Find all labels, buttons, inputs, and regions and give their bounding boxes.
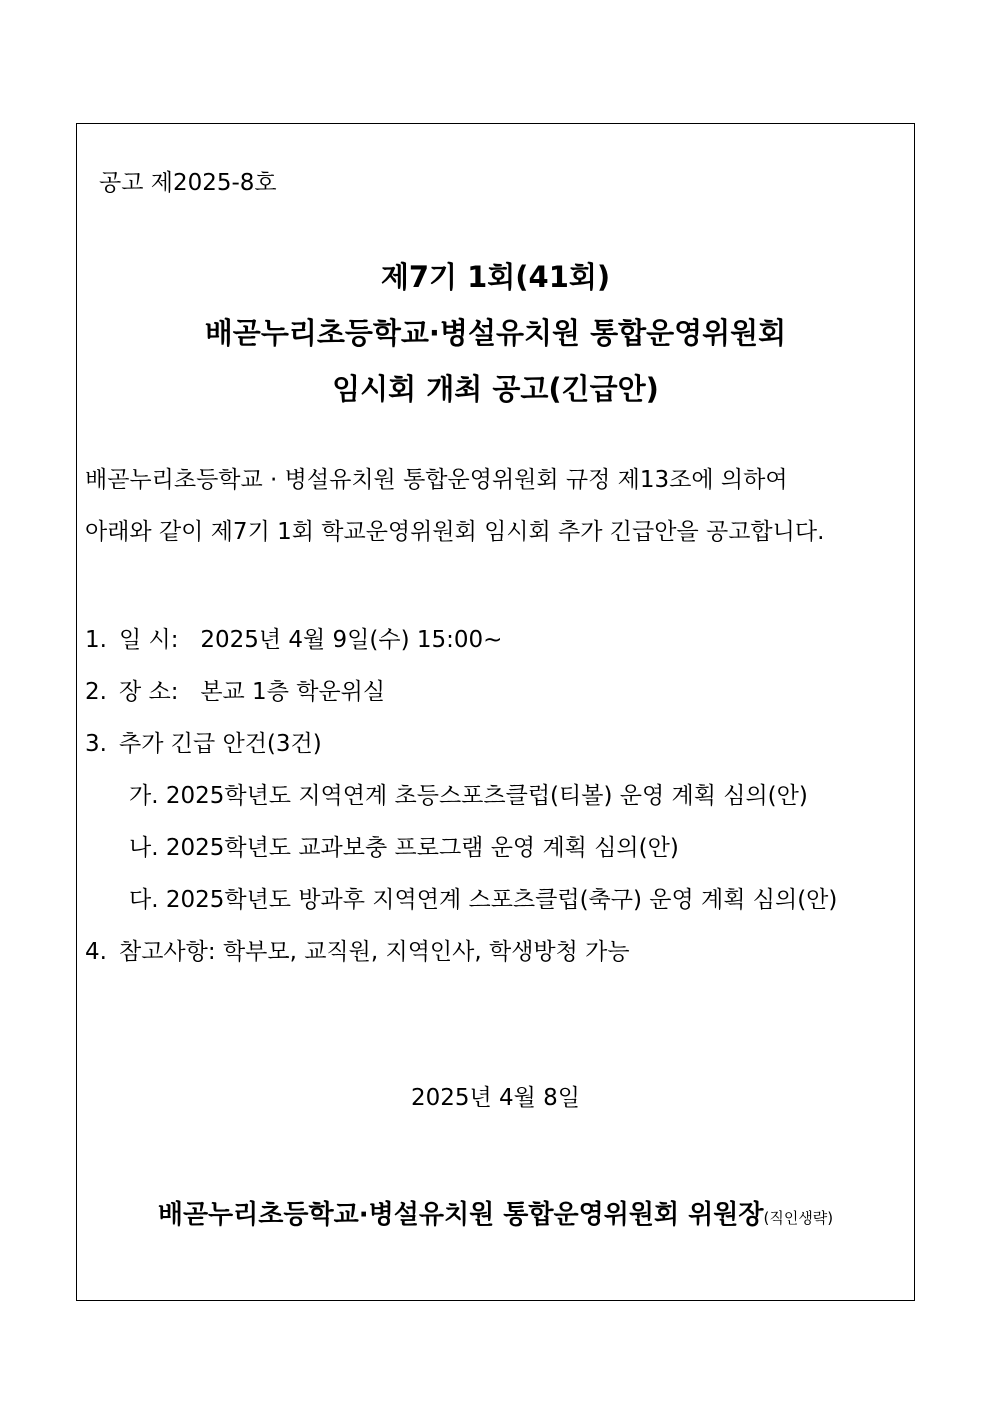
intro-line-1: 배곧누리초등학교 · 병설유치원 통합운영위원회 규정 제13조에 의하여 [85,467,788,493]
item-label: 참고사항: [119,939,216,965]
title-line-committee: 배곧누리초등학교·병설유치원 통합운영위원회 [204,316,787,350]
item-label: 장 소: [119,679,179,705]
notice-date: 2025년 4월 8일 [410,1085,581,1111]
signature-line [77,1194,914,1231]
item-label: 추가 긴급 안건(3건) [119,731,322,757]
item-label: 일 시: [119,627,179,653]
item-number: 3. [85,731,107,757]
intro-line-2: 아래와 같이 제7기 1회 학교운영위원회 임시회 추가 긴급안을 공고합니다. [85,519,825,545]
item-agenda-heading [85,718,908,770]
item-number: 1. [85,627,107,653]
agenda-item: 다. 2025학년도 방과후 지역연계 스포츠클럽(축구) 운영 계획 심의(안) [129,887,838,913]
item-place [85,666,908,718]
notice-document [76,123,915,1301]
notice-number: 공고 제2025-8호 [99,170,277,196]
title-line-meeting: 임시회 개최 공고(긴급안) [332,372,659,406]
notice-title [77,249,914,417]
item-value: 2025년 4월 9일(수) 15:00~ [200,627,503,653]
item-number: 2. [85,679,107,705]
notice-items [85,614,908,978]
signatory-name: 배곧누리초등학교·병설유치원 통합운영위원회 위원장 [157,1200,764,1230]
title-line-session: 제7기 1회(41회) [380,260,611,294]
item-datetime [85,614,908,666]
seal-note: (직인생략) [763,1209,834,1227]
agenda-item: 나. 2025학년도 교과보충 프로그램 운영 계획 심의(안) [129,835,679,861]
item-notes [85,926,908,978]
item-number: 4. [85,939,107,965]
item-value: 학부모, 교직원, 지역인사, 학생방청 가능 [222,939,630,965]
agenda-item: 가. 2025학년도 지역연계 초등스포츠클럽(티볼) 운영 계획 심의(안) [129,783,808,809]
intro-paragraph [85,454,908,558]
item-value: 본교 1층 학운위실 [200,679,386,705]
